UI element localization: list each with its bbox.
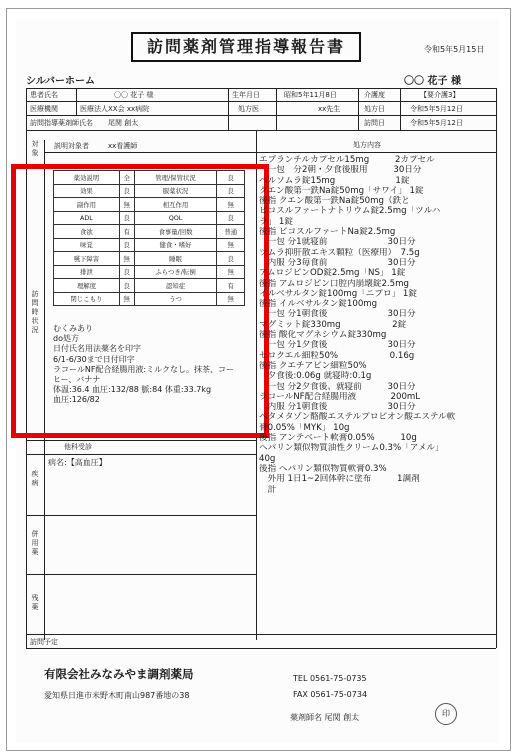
rule bbox=[26, 440, 256, 441]
rx-line: ツムラ抑肝散エキス顆粒（医療用） 7.5g bbox=[259, 247, 420, 258]
hospital-label: 医療機関 bbox=[30, 105, 58, 113]
disease-column-label: 疾病 bbox=[31, 470, 39, 487]
disease-value: 病名:【高血圧】 bbox=[48, 458, 107, 467]
rule bbox=[228, 88, 229, 130]
prescriber-label: 処方医 bbox=[238, 105, 259, 113]
status-cell: 有 bbox=[217, 279, 245, 293]
note-line: 日付氏名用法薬名を印字 bbox=[53, 344, 141, 354]
rule bbox=[26, 648, 496, 649]
status-cell: うつ bbox=[134, 292, 217, 306]
status-cell: 副作用 bbox=[54, 198, 120, 212]
rule bbox=[26, 634, 496, 635]
pharmacist-signature: 薬剤師名 尾関 創太 bbox=[290, 713, 360, 722]
status-cell: 良 bbox=[119, 279, 134, 293]
rule bbox=[26, 101, 496, 102]
status-cell: 良 bbox=[119, 211, 134, 225]
visit-value: 令和5年5月12日 bbox=[410, 119, 463, 127]
rule bbox=[26, 88, 496, 89]
highlight-box bbox=[11, 164, 269, 438]
other-clinic-label: 他科受診 bbox=[64, 443, 92, 451]
rule bbox=[26, 574, 256, 575]
rx-line: 後指 クエン酸第一鉄Na錠50mg（鉄と bbox=[259, 196, 410, 207]
rx-line: エブランチルカプセル15mg 2カプセル bbox=[259, 155, 435, 165]
rx-line: ベタメタゾン酪酸エステルプロピオン酸エステル軟 bbox=[259, 412, 456, 423]
rule bbox=[26, 130, 496, 131]
status-cell: 良 bbox=[119, 238, 134, 252]
rx-line: ヘパリン類似物質油性クリーム0.3%「アメル」 bbox=[259, 443, 444, 454]
note-line: 体温:36.4 血圧:132/88 脈:84 体重:33.7kg bbox=[53, 385, 212, 395]
status-cell: 無 bbox=[119, 252, 134, 266]
rx-line: 膏0.05%「MYK」 10g bbox=[259, 422, 350, 433]
concomitant-column-label: 併用薬 bbox=[31, 530, 39, 556]
rule bbox=[44, 152, 256, 153]
rule bbox=[496, 88, 497, 648]
explainee-value: xx看護師 bbox=[108, 142, 138, 150]
rule bbox=[26, 115, 496, 116]
rule bbox=[76, 88, 77, 115]
rx-line: マグミット錠330mg 2錠 bbox=[259, 319, 407, 330]
company-tel: TEL 0561-75-0735 bbox=[293, 674, 367, 683]
status-cell: 良 bbox=[119, 184, 134, 198]
company-name: 有限会社みなみやま調剤薬局 bbox=[44, 667, 194, 681]
report-title: 訪問薬剤管理指導報告書 bbox=[131, 32, 361, 62]
status-cell: 無 bbox=[119, 198, 134, 212]
rx-line: 夕食後:0.06g 就寝時:0.1g bbox=[259, 371, 372, 382]
status-cell: 服薬状況 bbox=[134, 184, 217, 198]
hospital-value: 医療法人XX会 xx病院 bbox=[80, 105, 150, 113]
status-cell: 良 bbox=[217, 211, 245, 225]
status-cell: 無 bbox=[217, 198, 245, 212]
rx-line: ビコスルファートナトリウム錠2.5mg「ツルハ bbox=[259, 206, 441, 217]
care-value: 【要介護3】 bbox=[420, 91, 460, 99]
note-line: 6/1-6/30まで日付印字 bbox=[53, 354, 135, 364]
rx-line: 40g bbox=[259, 453, 276, 464]
status-cell: 睡眠 bbox=[134, 252, 217, 266]
rule bbox=[400, 88, 401, 130]
rx-line: 内服 分1朝食後 30日分 bbox=[259, 402, 416, 413]
status-cell: 効果 bbox=[54, 184, 120, 198]
status-column-label: 訪問時状況 bbox=[31, 290, 39, 334]
patient-label: 患者氏名 bbox=[30, 91, 58, 99]
care-label: 介護度 bbox=[364, 91, 385, 99]
status-cell: 健食・嗜好 bbox=[134, 238, 217, 252]
prescriber-value: xx先生 bbox=[318, 105, 341, 113]
visit-label: 訪問日 bbox=[364, 119, 385, 127]
rx-date-label: 処方日 bbox=[364, 105, 385, 113]
status-cell: 無 bbox=[217, 292, 245, 306]
patient-heading: 〇〇 花子 様 bbox=[404, 76, 461, 87]
status-cell: 薬効説明 bbox=[54, 171, 120, 185]
company-address: 愛知県日進市米野木町南山987番地の38 bbox=[44, 691, 190, 700]
rule bbox=[276, 88, 277, 130]
rx-line: 後指 クエチアピン細粒50% bbox=[259, 360, 367, 371]
pharmacist-label: 訪問指導薬剤師氏名 bbox=[30, 119, 93, 127]
company-fax: FAX 0561-75-0734 bbox=[293, 690, 368, 699]
rx-line: 後指 ヘパリン類似物質軟膏0.3% bbox=[259, 463, 387, 474]
report-date: 令和5年5月15日 bbox=[424, 45, 485, 54]
explainee-label: 説明対象者 bbox=[54, 142, 89, 150]
status-cell: 無 bbox=[217, 238, 245, 252]
note-line: 血圧:126/82 bbox=[53, 395, 100, 405]
dob-label: 生年月日 bbox=[232, 91, 260, 99]
rx-line: セロクエル細粒50% 0.16g bbox=[259, 350, 415, 361]
rx-line: 一包 分2朝・夕食後服用 30日分 bbox=[259, 165, 422, 176]
status-cell: 認知症 bbox=[134, 279, 217, 293]
note-line: むくみあり bbox=[53, 324, 93, 333]
status-cell: 管理/保管状況 bbox=[134, 171, 217, 185]
status-cell: QOL bbox=[134, 211, 217, 225]
rx-line: 計 bbox=[259, 484, 277, 495]
remaining-column-label: 残薬 bbox=[31, 594, 39, 611]
rx-line: 後指 ピコスルファートNa錠2.5mg bbox=[259, 227, 396, 238]
note-line: ラコールNF配合経腸用液:ミルクなし。抹茶、コー bbox=[53, 364, 234, 374]
status-cell: 理解度 bbox=[54, 279, 120, 293]
rx-line: イルベサルタン錠100mg「ニプロ」 1錠 bbox=[259, 288, 417, 299]
status-cell: ADL bbox=[54, 211, 120, 225]
target-column-label: 対象 bbox=[31, 140, 39, 157]
rx-line: 後指 イルベサルタン錠100mg bbox=[259, 299, 378, 310]
rule bbox=[26, 515, 256, 516]
status-cell: 良 bbox=[217, 252, 245, 266]
status-cell: 良 bbox=[217, 184, 245, 198]
status-cell: 嚥下障害 bbox=[54, 252, 120, 266]
status-cell: 味覚 bbox=[54, 238, 120, 252]
prescription-header: 処方内容 bbox=[353, 141, 381, 149]
rx-line: ラコールNF配合経腸用液 200mL bbox=[259, 391, 421, 402]
status-cell: 有 bbox=[119, 225, 134, 239]
status-cell: 無 bbox=[119, 292, 134, 306]
rx-line: 一包 分2夕食後、就寝前 30日分 bbox=[259, 381, 416, 392]
status-cell: 排泄 bbox=[54, 265, 120, 279]
status-cell: 食事量/回数 bbox=[134, 225, 217, 239]
rx-line: 一包 分1就寝前 30日分 bbox=[259, 237, 416, 248]
rx-line: アムロジピンOD錠2.5mg「NS」 1錠 bbox=[259, 268, 406, 279]
rule bbox=[358, 88, 359, 130]
status-cell: 良 bbox=[217, 171, 245, 185]
facility-name: シルバーホーム bbox=[26, 76, 96, 87]
rx-line: 外用 1日1~2回体幹に塗布 1調剤 bbox=[259, 474, 420, 485]
status-cell: 良 bbox=[119, 265, 134, 279]
rx-line: 内服 分3毎食前 30日分 bbox=[259, 257, 416, 268]
prescription-list bbox=[259, 155, 495, 495]
rx-line: ベルソムラ錠15mg 1錠 bbox=[259, 175, 410, 186]
pharmacist-value: 尾関 創太 bbox=[108, 119, 139, 127]
status-cell: 普通 bbox=[217, 225, 245, 239]
rule bbox=[256, 152, 496, 153]
status-cell: 閉じこもり bbox=[54, 292, 120, 306]
visit-plan-label: 訪問予定 bbox=[30, 638, 58, 646]
status-cell: 食欲 bbox=[54, 225, 120, 239]
status-cell: 全 bbox=[119, 171, 134, 185]
rx-line: 後指 酸化マグネシウム錠330mg bbox=[259, 330, 387, 341]
rx-line: クエン酸第一鉄Na錠50mg「サワイ」 1錠 bbox=[259, 185, 424, 196]
status-cell: 相互作用 bbox=[134, 198, 217, 212]
rx-line: ラ」 1錠 bbox=[259, 216, 293, 227]
seal-stamp: 印 bbox=[435, 703, 457, 725]
note-line: ヒー、バナナ bbox=[53, 375, 101, 385]
status-cell: 無 bbox=[217, 265, 245, 279]
rx-line: 後指 アンテベート軟膏0.05% 10g bbox=[259, 433, 417, 444]
note-line: do処方 bbox=[53, 334, 79, 344]
rule bbox=[26, 454, 256, 455]
rx-line: 一包 分1朝食後 30日分 bbox=[259, 309, 416, 320]
rx-line: 後指 アムロジピン口腔内崩壊錠2.5mg bbox=[259, 278, 409, 289]
patient-value: 〇〇 花子 様 bbox=[114, 91, 154, 99]
status-cell: ふらつき/転倒 bbox=[134, 265, 217, 279]
rx-date-value: 令和5年5月12日 bbox=[410, 105, 463, 113]
rx-line: 一包 分1夕食後 30日分 bbox=[259, 340, 416, 351]
dob-value: 昭和5年11月8日 bbox=[284, 91, 337, 99]
